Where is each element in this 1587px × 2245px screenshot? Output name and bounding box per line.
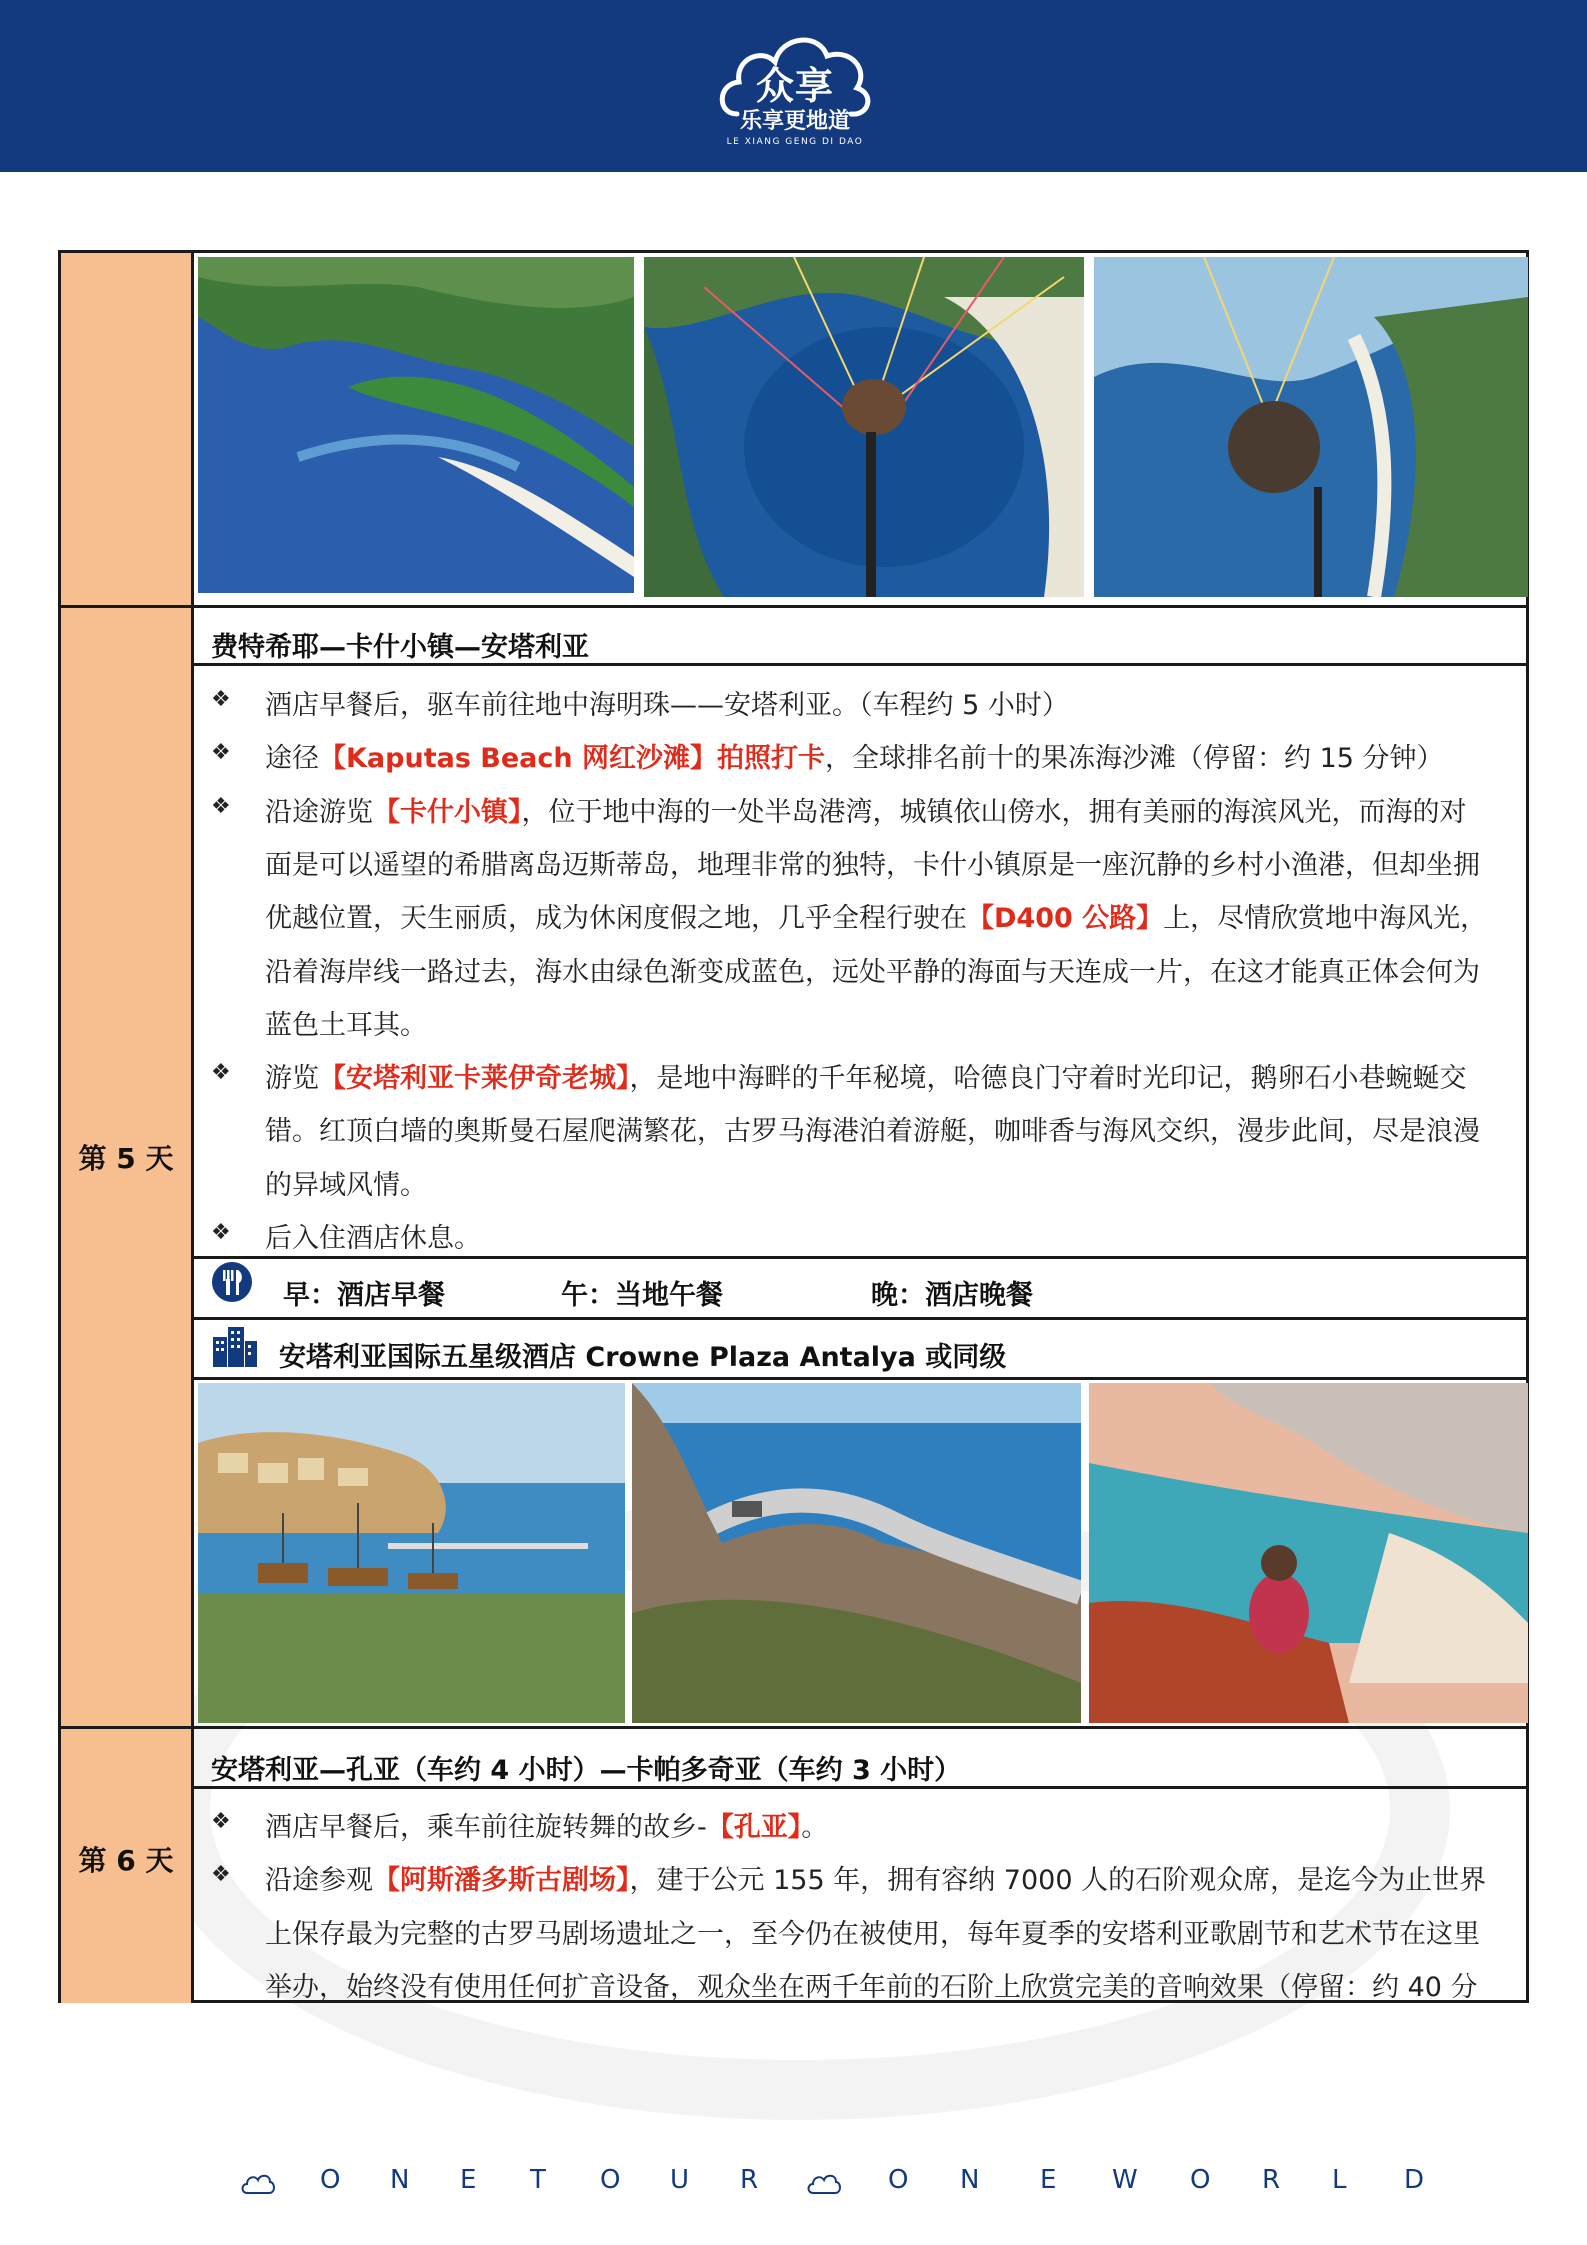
- meal-dinner: 晚：酒店晚餐: [871, 1280, 1033, 1311]
- text-segment: 面是可以遥望的希腊离岛迈斯蒂岛，地理非常的独特，卡什小镇原是一座沉静的乡村小渔港，但却坐拥: [265, 849, 1480, 881]
- footer-letter: W: [1112, 2165, 1138, 2195]
- highlight-attraction: 【Kaputas Beach 网红沙滩】拍照打卡: [319, 743, 826, 775]
- text-segment: 优越位置，天生丽质，成为休闲度假之地，几乎全程行驶在: [265, 903, 967, 935]
- footer-letter: D: [1404, 2165, 1425, 2195]
- day6-route-title: 安塔利亚—孔亚（车约 4 小时）—卡帕多奇亚（车约 3 小时）: [211, 1755, 962, 1786]
- highlight-attraction: 【安塔利亚卡莱伊奇老城】: [319, 1063, 630, 1095]
- page-header: [0, 0, 1587, 172]
- text-segment: 上，尽情欣赏地中海风光，: [1163, 903, 1488, 935]
- text-segment: 沿途游览: [265, 796, 373, 828]
- description-line: [265, 1003, 427, 1042]
- description-line: [265, 950, 1480, 989]
- footer-letter: E: [1040, 2165, 1057, 2195]
- text-segment: 游览: [265, 1063, 319, 1095]
- hotel-building-icon: [211, 1323, 259, 1367]
- day5-column: [61, 253, 194, 1729]
- footer-letter: O: [1190, 2165, 1211, 2195]
- description-line: [265, 1912, 1480, 1951]
- cutlery-icon: [211, 1261, 253, 1303]
- text-segment: 的异域风情。: [265, 1169, 427, 1201]
- text-segment: 上保存最为完整的古罗马剧场遗址之一，至今仍在被使用，每年夏季的安塔利亚歌剧节和艺术节在这里: [265, 1918, 1480, 1950]
- footer-letter: R: [740, 2165, 759, 2195]
- text-segment: 。: [801, 1812, 829, 1843]
- text-segment: 后入住酒店休息。: [265, 1223, 481, 1254]
- description-line: [265, 1056, 1467, 1095]
- itinerary-table: [58, 250, 1529, 2003]
- logo-slogan: 乐享更地道: [739, 109, 850, 134]
- bullet-icon: ❖: [211, 1809, 231, 1834]
- divider: [194, 1377, 1526, 1380]
- logo-pinyin: LE XIANG GENG DI DAO: [726, 137, 864, 147]
- bullet-icon: ❖: [211, 687, 231, 712]
- footer-letter: L: [1332, 2165, 1347, 2195]
- photo-d400-coastal-road: [632, 1383, 1081, 1723]
- description-line: [265, 1805, 828, 1844]
- description-line: [265, 843, 1480, 882]
- footer-letter: R: [1262, 2165, 1281, 2195]
- text-segment: 错。红顶白墙的奥斯曼石屋爬满繁花，古罗马海港泊着游艇，咖啡香与海风交织，漫步此间，尽是浪漫: [265, 1116, 1480, 1148]
- text-segment: 酒店早餐后，驱车前往地中海明珠——安塔利亚。（车程约 5 小时）: [265, 690, 1069, 721]
- description-line: [265, 1109, 1480, 1148]
- footer-letter: U: [670, 2165, 690, 2195]
- description-line: [265, 1858, 1486, 1897]
- day6-label: 第 6 天: [78, 1844, 174, 1877]
- footer-letter: T: [530, 2165, 546, 2195]
- row-divider: [61, 1726, 1526, 1729]
- text-segment: ，位于地中海的一处半岛港湾，城镇依山傍水，拥有美丽的海滨风光，而海的对: [521, 796, 1467, 828]
- text-segment: ，全球排名前十的果冻海沙滩（停留：约 15 分钟）: [825, 743, 1444, 775]
- highlight-attraction: 【D400 公路】: [967, 903, 1164, 935]
- logo-main-text: 众享: [755, 64, 834, 108]
- bullet-icon: ❖: [211, 1060, 231, 1086]
- description-line: [265, 790, 1467, 829]
- cloud-icon: [240, 2169, 276, 2197]
- day5-route-title: 费特希耶—卡什小镇—安塔利亚: [211, 632, 589, 663]
- divider: [194, 1786, 1526, 1789]
- highlight-attraction: 【孔亚】: [706, 1812, 802, 1843]
- meal-breakfast: 早：酒店早餐: [283, 1280, 445, 1311]
- hotel-name: 安塔利亚国际五星级酒店 Crowne Plaza Antalya 或同级: [279, 1342, 1007, 1373]
- day6-column: [61, 1729, 194, 2003]
- footer-letter: E: [460, 2165, 477, 2195]
- divider: [194, 663, 1526, 666]
- bullet-icon: ❖: [211, 1862, 231, 1888]
- text-segment: ，建于公元 155 年，拥有容纳 7000 人的石阶观众席，是迄今为止世界: [629, 1865, 1487, 1897]
- photo-paragliding-2: [1094, 257, 1528, 597]
- highlight-attraction: 【阿斯潘多斯古剧场】: [373, 1865, 630, 1897]
- footer-letter: O: [320, 2165, 341, 2195]
- footer-letter: O: [888, 2165, 909, 2195]
- day5-label: 第 5 天: [78, 1142, 174, 1175]
- text-segment: 沿途参观: [265, 1865, 373, 1897]
- text-segment: 酒店早餐后，乘车前往旋转舞的故乡-: [265, 1812, 707, 1843]
- text-segment: 途径: [265, 743, 319, 775]
- cloud-icon: [806, 2169, 842, 2197]
- highlight-attraction: 【卡什小镇】: [373, 796, 522, 828]
- text-segment: 举办，始终没有使用任何扩音设备，观众坐在两千年前的石阶上欣赏完美的音响效果（停留：约 40 分: [265, 1971, 1478, 2003]
- description-line: [265, 896, 1487, 935]
- divider: [194, 1256, 1526, 1259]
- bullet-icon: ❖: [211, 1220, 231, 1245]
- photo-kaputas-beach-sunset: [1089, 1383, 1528, 1723]
- footer-letter: O: [600, 2165, 621, 2195]
- text-segment: ，是地中海畔的千年秘境，哈德良门守着时光印记，鹅卵石小巷蜿蜒交: [629, 1063, 1467, 1095]
- row-divider: [61, 605, 1526, 608]
- divider: [194, 1317, 1526, 1320]
- photo-paragliding-1: [644, 257, 1084, 597]
- page-footer: [0, 2165, 1587, 2205]
- footer-letter: N: [960, 2165, 980, 2195]
- description-line: [265, 736, 1444, 775]
- description-line: [265, 1965, 1478, 2004]
- brand-logo: [715, 18, 875, 158]
- photo-antalya-harbor: [198, 1383, 625, 1723]
- bullet-icon: ❖: [211, 740, 231, 766]
- description-line: [265, 1216, 481, 1255]
- description-line: [265, 683, 1069, 722]
- text-segment: 蓝色土耳其。: [265, 1009, 427, 1041]
- footer-letter: N: [390, 2165, 410, 2195]
- photo-oludeniz-lagoon: [198, 257, 634, 593]
- description-line: [265, 1163, 427, 1202]
- meal-lunch: 午：当地午餐: [561, 1280, 723, 1311]
- bullet-icon: ❖: [211, 793, 231, 819]
- text-segment: 沿着海岸线一路过去，海水由绿色渐变成蓝色，远处平静的海面与天连成一片，在这才能真正体会何为: [265, 956, 1480, 988]
